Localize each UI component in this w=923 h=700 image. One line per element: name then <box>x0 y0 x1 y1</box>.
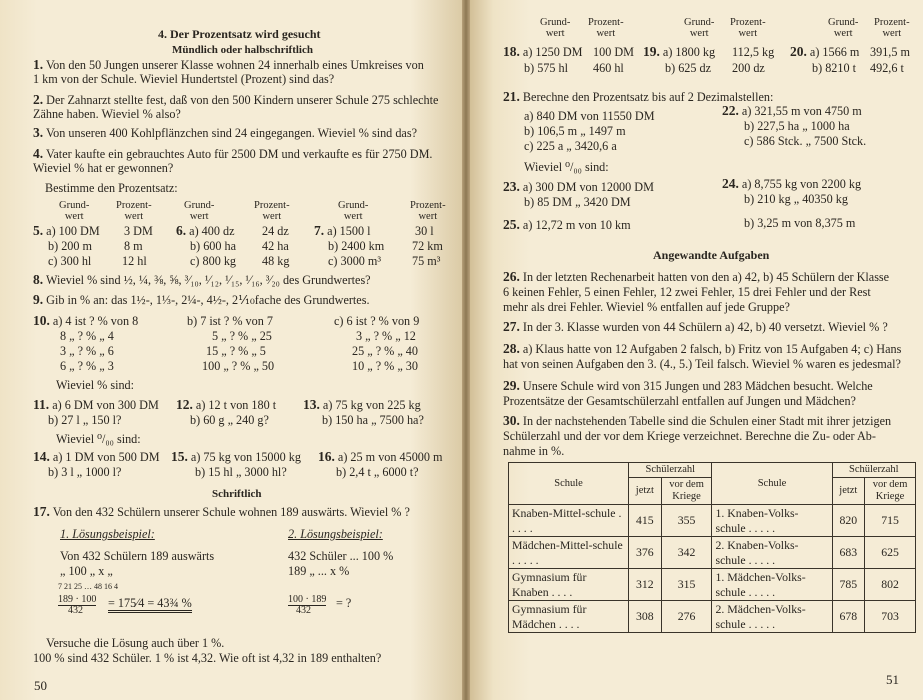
cell: 200 dz <box>732 61 765 75</box>
cell: 12,72 m von 10 km <box>535 218 631 232</box>
problem-1-line-2: 1 km von der Schule. Wieviel Hundertstel (Prozent) sind das? <box>33 72 335 86</box>
problem-21: 21. Berechne den Prozentsatz bis auf 2 Dezimalstellen: <box>503 89 774 104</box>
count-now: 785 <box>832 569 865 601</box>
school-name: Gymnasium für Knaben . . . . <box>509 569 629 601</box>
problem-2: 2. Der Zahnarzt stellte fest, daß von den 500 Kindern unserer Schule 275 schlechte <box>33 92 439 107</box>
cell: a) 400 dz <box>189 224 235 238</box>
problem-9: 9. Gib in % an: das 1½-, 1⅓-, 2¼-, 4½-, 2⅒fache des Grundwertes. <box>33 292 370 307</box>
sub-intro: Wieviel ⁰/₀₀ sind: <box>56 432 141 446</box>
subheading-oral: Mündlich oder halbschriftlich <box>172 44 313 56</box>
header-text: wert <box>545 28 565 39</box>
header-prozentwert <box>588 17 624 39</box>
cell: 5 „ ? % „ 25 <box>212 329 272 343</box>
cell: 3 „ ? % „ 12 <box>356 329 416 343</box>
table-row <box>509 537 916 569</box>
problem-25: 25. a) 12,72 m von 10 km <box>503 217 631 232</box>
problem-4: 4. Vater kaufte ein gebrauchtes Auto für 2500 DM und verkaufte es für 2750 DM. <box>33 146 433 161</box>
problem-9-text: Gib in % an: das 1½-, 1⅓-, 2¼-, 4½-, 2⅒fache des Grundwertes. <box>46 293 370 307</box>
problem-28: 28. a) Klaus hatte von 12 Aufgaben 2 falsch, b) Fritz von 15 Aufgaben 4; c) Hans <box>503 341 902 356</box>
exercise-intro: Bestimme den Prozentsatz: <box>45 181 178 195</box>
cell: b) 210 kg „ 40350 kg <box>744 192 848 206</box>
problem-19: 19. a) 1800 kg <box>643 44 716 59</box>
problem-10: 10. a) 4 ist ? % von 8 <box>33 313 139 328</box>
cell: 492,6 t <box>870 61 904 75</box>
problem-29-line-2: Prozentsätze der Gesamtschülerzahl entfallen auf Jungen und Mädchen? <box>503 394 856 408</box>
column-header-school: Schule <box>509 463 629 505</box>
problem-26-line-1: In der letzten Rechenarbeit hatten von den a) 42, b) 45 Schülern der Klasse <box>522 270 890 284</box>
problem-27-text: In der 3. Klasse wurden von 44 Schülern a) 42, b) 40 versetzt. Wieviel % ? <box>522 320 888 334</box>
subheading-written: Schriftlich <box>212 488 262 500</box>
cell: a) 300 DM von 12000 DM <box>522 180 654 194</box>
page-number-right: 51 <box>886 672 899 687</box>
school-name: 1. Knaben-Volks-schule . . . . . <box>712 505 832 537</box>
count-prewar: 715 <box>865 505 916 537</box>
example-1-line-1: Von 432 Schülern 189 auswärts <box>60 549 215 563</box>
count-prewar: 355 <box>661 505 712 537</box>
cell: a) 4 ist ? % von 8 <box>52 314 139 328</box>
cell: b) 575 hl <box>524 61 569 75</box>
header-text: wert <box>262 211 282 222</box>
problem-29-line-1: Unsere Schule wird von 315 Jungen und 283 Mädchen besucht. Welche <box>522 379 873 393</box>
cell: a) 75 kg von 225 kg <box>322 398 421 412</box>
cell: b) 150 ha „ 7500 ha? <box>322 413 424 427</box>
cell: 48 kg <box>262 254 290 268</box>
cell: b) 85 DM „ 3420 DM <box>524 195 631 209</box>
cell: b) 3,25 m von 8,375 m <box>744 216 856 230</box>
cell: a) 75 kg von 15000 kg <box>190 450 301 464</box>
column-header-now: jetzt <box>629 478 662 505</box>
hint-line-2: 100 % sind 432 Schüler. 1 % ist 4,32. Wie oft ist 4,32 in 189 enthalten? <box>33 651 382 665</box>
cell: a) 840 DM von 11550 DM <box>524 109 655 123</box>
header-text: wert <box>64 211 84 222</box>
cell: 75 m³ <box>412 254 441 268</box>
school-name: 2. Knaben-Volks-schule . . . . . <box>712 537 832 569</box>
problem-1-line-1: Von den 50 Jungen unserer Klasse wohnen 24 innerhalb eines Umkreises von <box>45 58 424 72</box>
cell: 10 „ ? % „ 30 <box>352 359 418 373</box>
count-now: 678 <box>832 601 865 633</box>
problem-15: 15. a) 75 kg von 15000 kg <box>171 449 301 464</box>
cell: a) 321,55 m von 4750 m <box>741 104 862 118</box>
cell: b) 15 hl „ 3000 hl? <box>195 465 287 479</box>
table-row <box>509 601 916 633</box>
header-text: wert <box>596 28 616 39</box>
example-2-line-2: 189 „ ... x % <box>288 564 350 578</box>
header-text: wert <box>689 28 709 39</box>
problem-24: 24. a) 8,755 kg von 2200 kg <box>722 176 862 191</box>
fraction-2-denominator: 432 <box>296 605 311 616</box>
column-header-now: jetzt <box>832 478 865 505</box>
header-grundwert <box>828 17 858 39</box>
fraction-1-numerator: 189 · 100 <box>58 594 97 605</box>
cell: a) 1500 l <box>327 224 371 238</box>
cell: b) 2,4 t „ 6000 t? <box>336 465 419 479</box>
cell: 6 „ ? % „ 3 <box>60 359 114 373</box>
header-prozentwert <box>874 17 910 39</box>
count-now: 683 <box>832 537 865 569</box>
problem-11: 11. a) 6 DM von 300 DM <box>33 397 159 412</box>
fraction-2-numerator: 100 · 189 <box>288 594 327 605</box>
cell: a) 6 DM von 300 DM <box>52 398 159 412</box>
header-text: Prozent- <box>730 17 766 28</box>
school-name: Gymnasium für Mädchen . . . . <box>509 601 629 633</box>
header-text: wert <box>418 211 438 222</box>
cell: 112,5 kg <box>732 45 775 59</box>
header-text: wert <box>882 28 902 39</box>
problem-12: 12. a) 12 t von 180 t <box>176 397 277 412</box>
count-prewar: 802 <box>865 569 916 601</box>
count-now: 415 <box>629 505 662 537</box>
count-now: 308 <box>629 601 662 633</box>
header-text: Prozent- <box>116 200 152 211</box>
table-row <box>509 505 916 537</box>
problem-23: 23. a) 300 DM von 12000 DM <box>503 179 654 194</box>
problem-22: 22. a) 321,55 m von 4750 m <box>722 103 862 118</box>
page-number-left: 50 <box>34 678 47 693</box>
cell: 100 „ ? % „ 50 <box>202 359 275 373</box>
problem-6: 6. a) 400 dz <box>176 223 235 238</box>
cell: b) 7 ist ? % von 7 <box>187 314 273 328</box>
book-spine <box>462 0 470 700</box>
section-heading: 4. Der Prozentsatz wird gesucht <box>158 27 321 41</box>
example-1-title: 1. Lösungsbeispiel: <box>60 527 155 541</box>
cell: 391,5 m <box>870 45 910 59</box>
cell: a) 1250 DM <box>522 45 583 59</box>
header-text: Prozent- <box>410 200 446 211</box>
header-prozentwert <box>730 17 766 39</box>
cell: b) 3 l „ 1000 l? <box>48 465 122 479</box>
header-grundwert <box>184 200 214 222</box>
header-text: Grund- <box>59 200 90 211</box>
header-text: Prozent- <box>874 17 910 28</box>
header-text: wert <box>189 211 209 222</box>
cell: c) 225 a „ 3420,6 a <box>524 139 617 153</box>
problem-21-text: Berechne den Prozentsatz bis auf 2 Dezimalstellen: <box>522 90 774 104</box>
cell: c) 800 kg <box>190 254 237 268</box>
cell: a) 25 m von 45000 m <box>337 450 443 464</box>
header-prozentwert <box>410 200 446 222</box>
example-2-title: 2. Lösungsbeispiel: <box>288 527 383 541</box>
cell: b) 106,5 m „ 1497 m <box>524 124 626 138</box>
problem-26-line-3: mehr als drei Fehler. Wieviel % entfallen auf jede Gruppe? <box>503 300 790 314</box>
problem-2-line-1: Der Zahnarzt stellte fest, daß von den 500 Kindern unserer Schule 275 schlechte <box>46 93 439 107</box>
cell: 3 DM <box>124 224 153 238</box>
cell: 30 l <box>415 224 434 238</box>
header-prozentwert <box>254 200 290 222</box>
cell: a) 1566 m <box>809 45 860 59</box>
problem-30: 30. In der nachstehenden Tabelle sind die Schulen einer Stadt mit ihrer jetzigen <box>503 413 892 428</box>
cell: b) 625 dz <box>665 61 712 75</box>
header-text: wert <box>738 28 758 39</box>
header-text: wert <box>124 211 144 222</box>
problem-30-line-3: nahme in %. <box>503 444 565 458</box>
header-text: wert <box>343 211 363 222</box>
problem-27: 27. In der 3. Klasse wurden von 44 Schülern a) 42, b) 40 versetzt. Wieviel % ? <box>503 319 888 334</box>
header-text: Grund- <box>338 200 369 211</box>
problem-4-line-1: Vater kaufte ein gebrauchtes Auto für 2500 DM und verkaufte es für 2750 DM. <box>45 147 433 161</box>
school-name: 2. Mädchen-Volks-schule . . . . . <box>712 601 832 633</box>
cell: 8 m <box>124 239 143 253</box>
count-now: 820 <box>832 505 865 537</box>
column-header-count: Schülerzahl <box>832 463 915 478</box>
header-grundwert <box>540 17 570 39</box>
header-grundwert <box>59 200 89 222</box>
header-prozentwert <box>116 200 152 222</box>
cell: 460 hl <box>593 61 624 75</box>
problem-8-text: Wieviel % sind ½, ¼, ⅜, ⅝, ³⁄₁₀, ¹⁄₁₂, ¹⁄₁₅, ¹⁄₁₆, ³⁄₂₀ des Grundwertes? <box>45 273 371 287</box>
cell: c) 6 ist ? % von 9 <box>334 314 420 328</box>
cell: a) 100 DM <box>46 224 100 238</box>
table-header-row <box>509 463 916 478</box>
example-2-line-1: 432 Schüler ... 100 % <box>288 549 394 563</box>
problem-5: 5. a) 100 DM <box>33 223 100 238</box>
column-header-school: Schule <box>712 463 832 505</box>
table-row <box>509 569 916 601</box>
problem-28-line-2: hat von seinen Aufgaben den 3. (4., 5.) Teil falsch. Wieviel % waren es jedesmal? <box>503 357 901 371</box>
problem-30-line-1: In der nachstehenden Tabelle sind die Schulen einer Stadt mit ihrer jetzigen <box>522 414 892 428</box>
cell: a) 12 t von 180 t <box>195 398 277 412</box>
problem-14: 14. a) 1 DM von 500 DM <box>33 449 160 464</box>
cell: a) 1800 kg <box>662 45 716 59</box>
cell: c) 300 hl <box>48 254 92 268</box>
column-header-prewar: vor dem Kriege <box>661 478 712 505</box>
problem-8: 8. Wieviel % sind ½, ¼, ⅜, ⅝, ³⁄₁₀, ¹⁄₁₂, ¹⁄₁₅, ¹⁄₁₆, ³⁄₂₀ des Grundwertes? <box>33 272 371 287</box>
cell: b) 60 g „ 240 g? <box>190 413 269 427</box>
header-text: wert <box>833 28 853 39</box>
sub-intro: Wieviel ⁰/₀₀ sind: <box>524 160 609 174</box>
problem-26: 26. In der letzten Rechenarbeit hatten von den a) 42, b) 45 Schülern der Klasse <box>503 269 890 284</box>
header-text: Grund- <box>684 17 715 28</box>
cell: 72 km <box>412 239 443 253</box>
cell: b) 8210 t <box>812 61 857 75</box>
fraction-1-result: = 175⁄4 = 43¾ % <box>108 596 192 613</box>
fraction-2-result: = ? <box>336 596 352 610</box>
cell: b) 2400 km <box>328 239 385 253</box>
column-header-prewar: vor dem Kriege <box>865 478 916 505</box>
cell: b) 600 ha <box>190 239 237 253</box>
problem-30-line-2: Schülerzahl und der vor dem Kriege verzeichnet. Berechne die Zu- oder Ab- <box>503 429 876 443</box>
problem-3: 3. Von unseren 400 Kohlpflänzchen sind 24 eingegangen. Wieviel % sind das? <box>33 125 417 140</box>
count-prewar: 276 <box>661 601 712 633</box>
cell: 42 ha <box>262 239 289 253</box>
cell: c) 3000 m³ <box>328 254 382 268</box>
problem-4-line-2: Wieviel % hat er gewonnen? <box>33 161 174 175</box>
problem-7: 7. a) 1500 l <box>314 223 371 238</box>
cell: c) 586 Stck. „ 7500 Stck. <box>744 134 867 148</box>
hint-line-1: Versuche die Lösung auch über 1 %. <box>46 636 225 650</box>
problem-16: 16. a) 25 m von 45000 m <box>318 449 443 464</box>
problem-28-line-1: a) Klaus hatte von 12 Aufgaben 2 falsch, b) Fritz von 15 Aufgaben 4; c) Hans <box>522 342 902 356</box>
school-name: Mädchen-Mittel-schule . . . . . <box>509 537 629 569</box>
header-grundwert <box>684 17 714 39</box>
cell: b) 200 m <box>48 239 93 253</box>
problem-20: 20. a) 1566 m <box>790 44 860 59</box>
cell: b) 227,5 ha „ 1000 ha <box>744 119 850 133</box>
fraction-1-denominator: 432 <box>68 605 83 616</box>
cell: a) 1 DM von 500 DM <box>52 450 160 464</box>
problem-26-line-2: 6 keinen Fehler, 5 einen Fehler, 12 zwei Fehler, 15 drei Fehler und der Rest <box>503 285 871 299</box>
cell: 24 dz <box>262 224 289 238</box>
problem-1: 1. Von den 50 Jungen unserer Klasse wohnen 24 innerhalb eines Umkreises von <box>33 57 424 72</box>
count-now: 376 <box>629 537 662 569</box>
cell: a) 8,755 kg von 2200 kg <box>741 177 862 191</box>
count-prewar: 703 <box>865 601 916 633</box>
section-heading-applied: Angewandte Aufgaben <box>653 248 770 262</box>
header-text: Prozent- <box>588 17 624 28</box>
count-prewar: 315 <box>661 569 712 601</box>
cell: 8 „ ? % „ 4 <box>60 329 114 343</box>
count-prewar: 625 <box>865 537 916 569</box>
header-grundwert <box>338 200 368 222</box>
header-text: Prozent- <box>254 200 290 211</box>
problem-29: 29. Unsere Schule wird von 315 Jungen und 283 Mädchen besucht. Welche <box>503 378 873 393</box>
school-name: 1. Mädchen-Volks-schule . . . . . <box>712 569 832 601</box>
count-now: 312 <box>629 569 662 601</box>
cell: b) 27 l „ 150 l? <box>48 413 122 427</box>
cell: 15 „ ? % „ 5 <box>206 344 266 358</box>
problem-18: 18. a) 1250 DM <box>503 44 583 59</box>
header-text: Grund- <box>184 200 215 211</box>
header-text: Grund- <box>828 17 859 28</box>
example-1-line-2: „ 100 „ x „ <box>60 564 113 578</box>
problem-2-line-2: Zähne haben. Wieviel % also? <box>33 107 181 121</box>
cancellation-marks: 7 21 25 … 48 16 4 <box>58 582 118 591</box>
problem-17: 17. Von den 432 Schülern unserer Schule wohnen 189 auswärts. Wieviel % ? <box>33 504 410 519</box>
cell: 3 „ ? % „ 6 <box>60 344 114 358</box>
header-text: Grund- <box>540 17 571 28</box>
problem-13: 13. a) 75 kg von 225 kg <box>303 397 421 412</box>
cell: 12 hl <box>122 254 147 268</box>
school-table <box>508 462 916 633</box>
cell: 25 „ ? % „ 40 <box>352 344 418 358</box>
sub-intro: Wieviel % sind: <box>56 378 135 392</box>
problem-3-text: Von unseren 400 Kohlpflänzchen sind 24 eingegangen. Wieviel % sind das? <box>45 126 417 140</box>
school-name: Knaben-Mittel-schule . . . . . <box>509 505 629 537</box>
cell: 100 DM <box>593 45 634 59</box>
count-prewar: 342 <box>661 537 712 569</box>
column-header-count: Schülerzahl <box>629 463 712 478</box>
problem-17-text: Von den 432 Schülern unserer Schule wohnen 189 auswärts. Wieviel % ? <box>52 505 410 519</box>
